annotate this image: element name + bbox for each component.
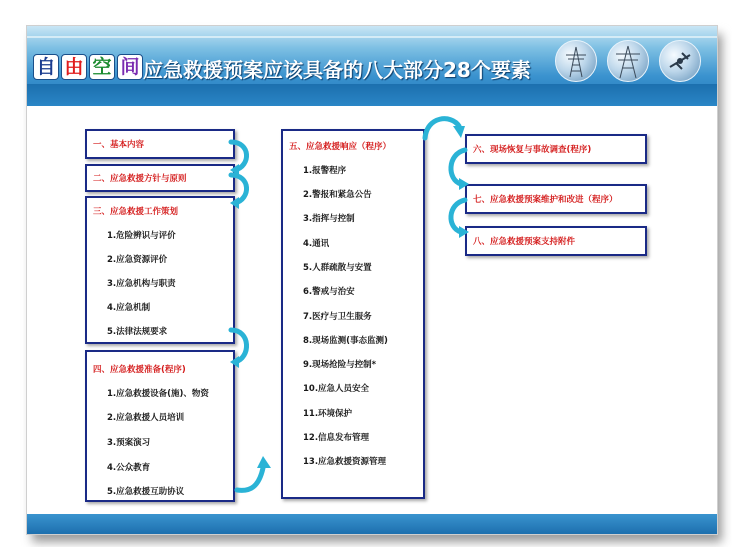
logo-char-4: 间: [117, 54, 143, 80]
section-5-item-11: 11.环境保护: [303, 409, 353, 419]
section-8-title: 八、应急救援预案支持附件: [473, 237, 576, 247]
arrow-s5-to-s6: [421, 112, 471, 148]
section-3-item-4: 4.应急机制: [107, 303, 151, 313]
header-highlight-line: [27, 36, 717, 38]
slide: [26, 25, 718, 535]
section-5-item-10: 10.应急人员安全: [303, 384, 370, 394]
section-5-title: 五、应急救援响应（程序）: [289, 142, 392, 152]
section-3-item-5: 5.法律法规要求: [107, 327, 168, 337]
arrow-s7-to-s8: [445, 196, 475, 242]
logo-char-1: 自: [33, 54, 59, 80]
section-4-item-1: 1.应急救援设备(施)、物资: [107, 389, 209, 399]
section-5-item-2: 2.警报和紧急公告: [303, 190, 372, 200]
section-3-item-1: 1.危险辨识与评价: [107, 231, 176, 241]
footer-bar: [27, 514, 717, 534]
section-1-box: [85, 129, 235, 159]
section-5-item-8: 8.现场监测(事态监测): [303, 336, 388, 346]
section-2-title: 二、应急救援方针与原则: [93, 174, 187, 184]
satellite-globe-icon: [659, 40, 701, 82]
section-7-title: 七、应急救援预案维护和改进（程序）: [473, 195, 618, 205]
section-8-box: [465, 226, 647, 256]
power-tower-globe-icon: [555, 40, 597, 82]
section-5-item-3: 3.指挥与控制: [303, 214, 355, 224]
section-5-item-1: 1.报警程序: [303, 166, 347, 176]
section-5-item-7: 7.医疗与卫生服务: [303, 312, 372, 322]
section-1-title: 一、基本内容: [93, 140, 145, 150]
section-4-box: [85, 350, 235, 502]
section-5-item-9: 9.现场抢险与控制*: [303, 360, 377, 370]
section-5-item-6: 6.警戒与治安: [303, 287, 355, 297]
logo-char-2: 由: [61, 54, 87, 80]
section-5-item-5: 5.人群疏散与安置: [303, 263, 372, 273]
section-5-item-13: 13.应急救援资源管理: [303, 457, 387, 467]
section-5-box: [281, 129, 425, 499]
section-2-box: [85, 164, 235, 192]
arrow-s4-to-s5: [233, 446, 283, 496]
section-7-box: [465, 184, 647, 214]
header-banner: [27, 26, 717, 106]
transmission-tower-globe-icon: [607, 40, 649, 82]
slide-title: 应急救援预案应该具备的八大部分28个要素: [143, 58, 531, 82]
section-5-item-4: 4.通讯: [303, 239, 330, 249]
section-3-box: [85, 196, 235, 344]
arrow-s3-to-s4: [227, 326, 257, 370]
section-6-box: [465, 134, 647, 164]
arrow-s6-to-s7: [445, 146, 475, 194]
section-4-item-4: 4.公众教育: [107, 463, 151, 473]
section-3-title: 三、应急救援工作策划: [93, 207, 179, 217]
section-4-title: 四、应急救援准备(程序): [93, 365, 186, 375]
section-4-item-5: 5.应急救援互助协议: [107, 487, 185, 497]
header-band: [27, 84, 717, 106]
arrow-s2-to-s3: [227, 171, 257, 211]
logo-char-3: 空: [89, 54, 115, 80]
section-6-title: 六、现场恢复与事故调查(程序): [473, 145, 592, 155]
section-4-item-3: 3.预案演习: [107, 438, 151, 448]
section-3-item-2: 2.应急资源评价: [107, 255, 168, 265]
site-logo: [33, 54, 143, 80]
section-5-item-12: 12.信息发布管理: [303, 433, 370, 443]
section-4-item-2: 2.应急救援人员培训: [107, 413, 185, 423]
section-3-item-3: 3.应急机构与职责: [107, 279, 176, 289]
